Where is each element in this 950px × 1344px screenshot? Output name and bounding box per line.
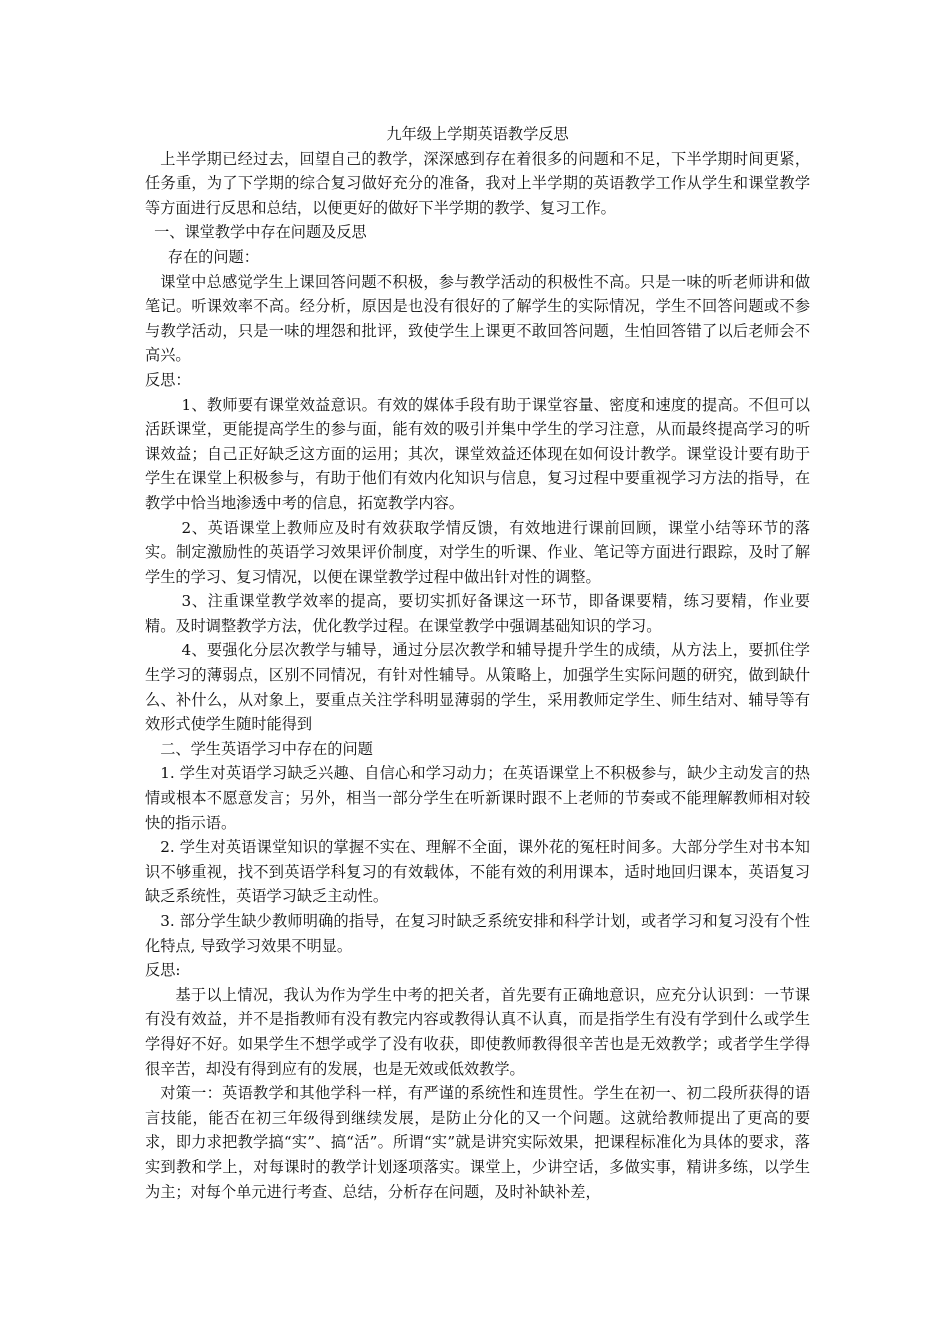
problem-paragraph: 课堂中总感觉学生上课回答问题不积极，参与教学活动的积极性不高。只是一味的听老师讲和做笔记。听课效率不高。经分析，原因是也没有很好的了解学生的实际情况，学生不回答问题或不参与教学活动，只是一味的埋怨和批评，致使学生上课更不敢回答问题，生怕回答错了以后老师会不高兴。 (145, 272, 810, 365)
subheading-reflection: 反思： (145, 370, 191, 389)
subheading-reflection-2: 反思: (145, 961, 181, 980)
student-problem-3: 3. 部分学生缺少教师明确的指导，在复习时缺乏系统安排和科学计划，或者学习和复习没有个性化特点, 导致学习效果不明显。 (145, 912, 810, 955)
subheading-problems: 存在的问题： (167, 247, 259, 266)
document-title: 九年级上学期英语教学反思 (386, 125, 569, 143)
student-problem-2: 2. 学生对英语课堂知识的掌握不实在、理解不全面，课外花的冤枉时间多。大部分学生对书本知识不够重视，找不到英语学科复习的有效载体，不能有效的利用课本，适时地回归课本，英语复习缺乏系统性，英语学习缺乏主动性。 (145, 838, 810, 906)
intro-paragraph: 上半学期已经过去，回望自己的教学，深深感到存在着很多的问题和不足，下半学期时间更紧，任务重，为了下学期的综合复习做好充分的准备，我对上半学期的英语教学工作从学生和课堂教学等方面进行反思和总结，以便更好的做好下半学期的教学、复习工作。 (145, 149, 810, 217)
strategy-one-paragraph: 对策一：英语教学和其他学科一样，有严谨的系统性和连贯性。学生在初一、初二段所获得的语言技能，能否在初三年级得到继续发展，是防止分化的又一个问题。这就给教师提出了更高的要求，即力求把教学搞“实”、搞“活”。所谓“实”就是讲究实际效果，把课程标准化为具体的要求，落实到教和学上，对每课时的教学计划逐项落实。课堂上，少讲空话，多做实事，精讲多练，以学生为主；对每个单元进行考查、总结，分析存在问题，及时补缺补差， (145, 1084, 810, 1201)
section-heading-2: 二、学生英语学习中存在的问题 (160, 739, 373, 758)
section-heading-1: 一、课堂教学中存在问题及反思 (154, 223, 367, 242)
document-page (145, 122, 810, 1204)
reflection-item-1: 1、教师要有课堂效益意识。有效的媒体手段有助于课堂容量、密度和速度的提高。不但可以活跃课堂，更能提高学生的参与面，能有效的吸引并集中学生的学习注意，从而最终提高学习的听课效益；自己正好缺乏这方面的运用；其次，课堂效益还体现在如何设计教学。课堂设计要有助于学生在课堂上积极参与，有助于他们有效内化知识与信息，复习过程中要重视学习方法的指导，在教学中恰当地渗透中考的信息，拓宽教学内容。 (145, 395, 810, 512)
reflection-paragraph: 基于以上情况，我认为作为学生中考的把关者，首先要有正确地意识，应充分认识到：一节课有没有效益，并不是指教师有没有教完内容或教得认真不认真，而是指学生有没有学到什么或学生学得好不好。如果学生不想学或学了没有收获，即使教师教得很辛苦也是无效教学；或者学生学得很辛苦，却没有得到应有的发展，也是无效或低效教学。 (145, 985, 810, 1078)
student-problem-1: 1. 学生对英语学习缺乏兴趣、自信心和学习动力；在英语课堂上不积极参与，缺少主动发言的热情或根本不愿意发言；另外，相当一部分学生在听新课时跟不上老师的节奏或不能理解教师相对较快的指示语。 (145, 764, 810, 832)
reflection-item-3: 3、注重课堂教学效率的提高，要切实抓好备课这一环节，即备课要精，练习要精，作业要精。及时调整教学方法，优化教学过程。在课堂教学中强调基础知识的学习。 (145, 592, 810, 635)
reflection-item-2: 2、英语课堂上教师应及时有效获取学情反馈，有效地进行课前回顾，课堂小结等环节的落实。制定激励性的英语学习效果评价制度，对学生的听课、作业、笔记等方面进行跟踪，及时了解学生的学习、复习情况，以便在课堂教学过程中做出针对性的调整。 (145, 518, 810, 586)
reflection-item-4: 4、要强化分层次教学与辅导，通过分层次教学和辅导提升学生的成绩，从方法上，要抓住学生学习的薄弱点，区别不同情况，有针对性辅导。从策略上，加强学生实际问题的研究，做到缺什么、补什么，从对象上，要重点关注学科明显薄弱的学生，采用教师定学生、师生结对、辅导等有效形式使学生随时能得到 (145, 641, 810, 734)
